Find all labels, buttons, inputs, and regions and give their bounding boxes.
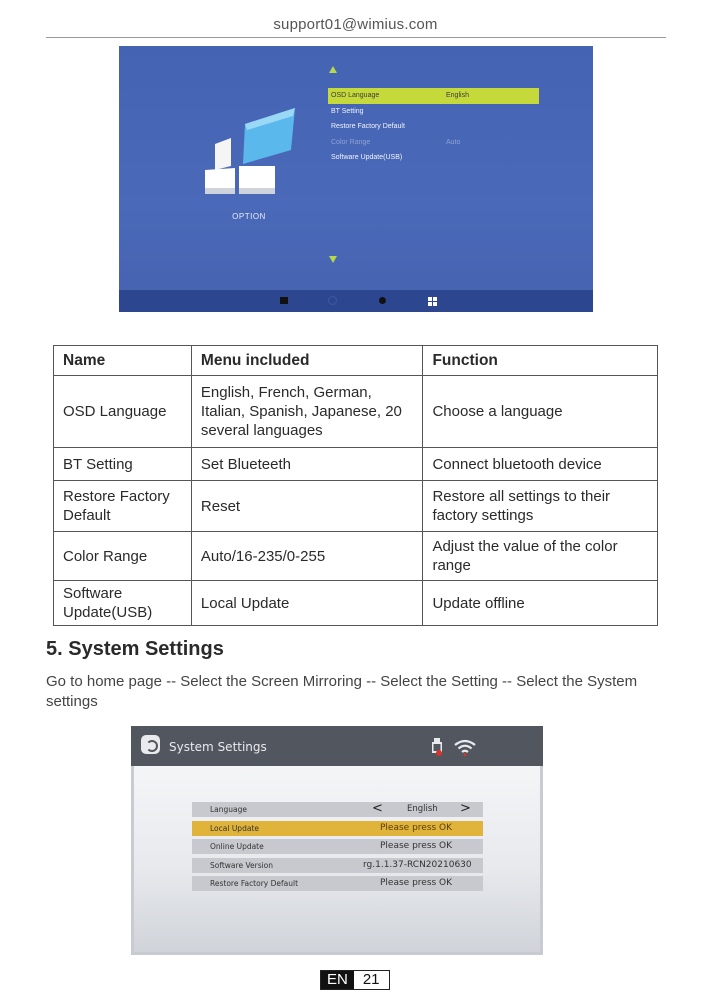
section-body: Go to home page -- Select the Screen Mirroring -- Select the Setting -- Select the System settings <box>46 673 638 710</box>
table-cell: Update offline <box>423 581 658 626</box>
dot-icon[interactable] <box>379 297 386 304</box>
menu-item-bt-setting[interactable] <box>328 104 539 120</box>
setting-row-restore-factory-default[interactable] <box>192 875 483 894</box>
table-header-cell: Name <box>54 346 192 376</box>
setting-value: English <box>407 804 438 814</box>
chevron-left-icon[interactable]: < <box>372 801 383 816</box>
setting-label: Local Update <box>210 823 259 833</box>
arrow-up-icon[interactable] <box>329 66 337 73</box>
setting-row-online-update[interactable] <box>192 838 483 857</box>
table-cell: Reset <box>191 481 423 532</box>
option-menu-list <box>328 88 539 166</box>
table-cell: Local Update <box>191 581 423 626</box>
option-menu-table <box>53 345 658 626</box>
table-header-row <box>54 346 658 376</box>
menu-item-color-range[interactable] <box>328 135 539 151</box>
menu-item-osd-language[interactable] <box>328 88 539 104</box>
chevron-right-icon[interactable]: > <box>460 801 471 816</box>
table-cell: OSD Language <box>54 376 192 448</box>
table-row <box>54 481 658 532</box>
table-cell: Connect bluetooth device <box>423 448 658 481</box>
setting-label: Language <box>210 805 248 814</box>
menu-item-label: BT Setting <box>331 107 364 115</box>
option-caption: OPTION <box>232 212 266 221</box>
usb-icon <box>432 738 442 756</box>
table-cell: Auto/16-235/0-255 <box>191 532 423 581</box>
grid-icon[interactable] <box>428 297 437 306</box>
system-settings-list <box>192 801 483 894</box>
table-row <box>54 532 658 581</box>
back-icon[interactable] <box>141 735 160 754</box>
menu-item-restore-factory-default[interactable] <box>328 119 539 135</box>
menu-item-label: OSD Language <box>331 92 380 99</box>
table-row <box>54 448 658 481</box>
setting-label: Software Version <box>210 860 274 870</box>
setting-value: rg.1.1.37-RCN20210630 <box>363 859 472 870</box>
table-cell: Choose a language <box>423 376 658 448</box>
system-settings-title: System Settings <box>169 740 267 754</box>
table-cell: BT Setting <box>54 448 192 481</box>
setting-row-local-update[interactable] <box>192 820 483 839</box>
menu-item-value: English <box>446 92 469 99</box>
table-cell: Color Range <box>54 532 192 581</box>
bottom-icon-row <box>119 290 593 312</box>
table-cell: Set Blueteeth <box>191 448 423 481</box>
table-header-cell: Function <box>423 346 658 376</box>
header-email: support01@wimius.com <box>273 16 438 33</box>
header-divider <box>46 37 666 38</box>
wifi-icon <box>453 738 477 756</box>
system-top-bar <box>131 726 543 766</box>
table-cell: English, French, German, Italian, Spanish, Japanese, 20 several languages <box>191 376 423 448</box>
setting-value: Please press OK <box>380 841 453 851</box>
setting-row-software-version[interactable] <box>192 857 483 876</box>
setting-value: Please press OK <box>380 822 453 833</box>
menu-item-software-update[interactable] <box>328 150 539 166</box>
menu-item-value: Auto <box>446 138 461 146</box>
section-title: 5. System Settings <box>46 638 224 660</box>
setting-value: Please press OK <box>380 878 453 888</box>
gear-icon[interactable] <box>328 296 337 305</box>
table-cell: Adjust the value of the color range <box>423 532 658 581</box>
page-number: 21 <box>354 971 389 989</box>
option-menu-screenshot <box>119 46 593 312</box>
setting-label: Restore Factory Default <box>210 879 299 888</box>
table-cell: Restore all settings to their factory settings <box>423 481 658 532</box>
setting-label: Online Update <box>210 842 264 851</box>
page-language: EN <box>321 971 354 989</box>
table-row <box>54 376 658 448</box>
option-logo-icon <box>205 108 301 200</box>
menu-item-label: Software Update(USB) <box>331 154 403 161</box>
setting-row-language[interactable] <box>192 801 483 820</box>
menu-item-label: Restore Factory Default <box>331 123 405 130</box>
table-cell: Software Update(USB) <box>54 581 192 626</box>
monitor-icon[interactable] <box>280 297 288 304</box>
table-cell: Restore Factory Default <box>54 481 192 532</box>
page-number-badge <box>320 970 390 990</box>
table-header-cell: Menu included <box>191 346 423 376</box>
menu-item-label: Color Range <box>331 138 371 146</box>
table-row <box>54 581 658 626</box>
arrow-down-icon[interactable] <box>329 256 337 263</box>
system-settings-screenshot <box>131 726 543 955</box>
